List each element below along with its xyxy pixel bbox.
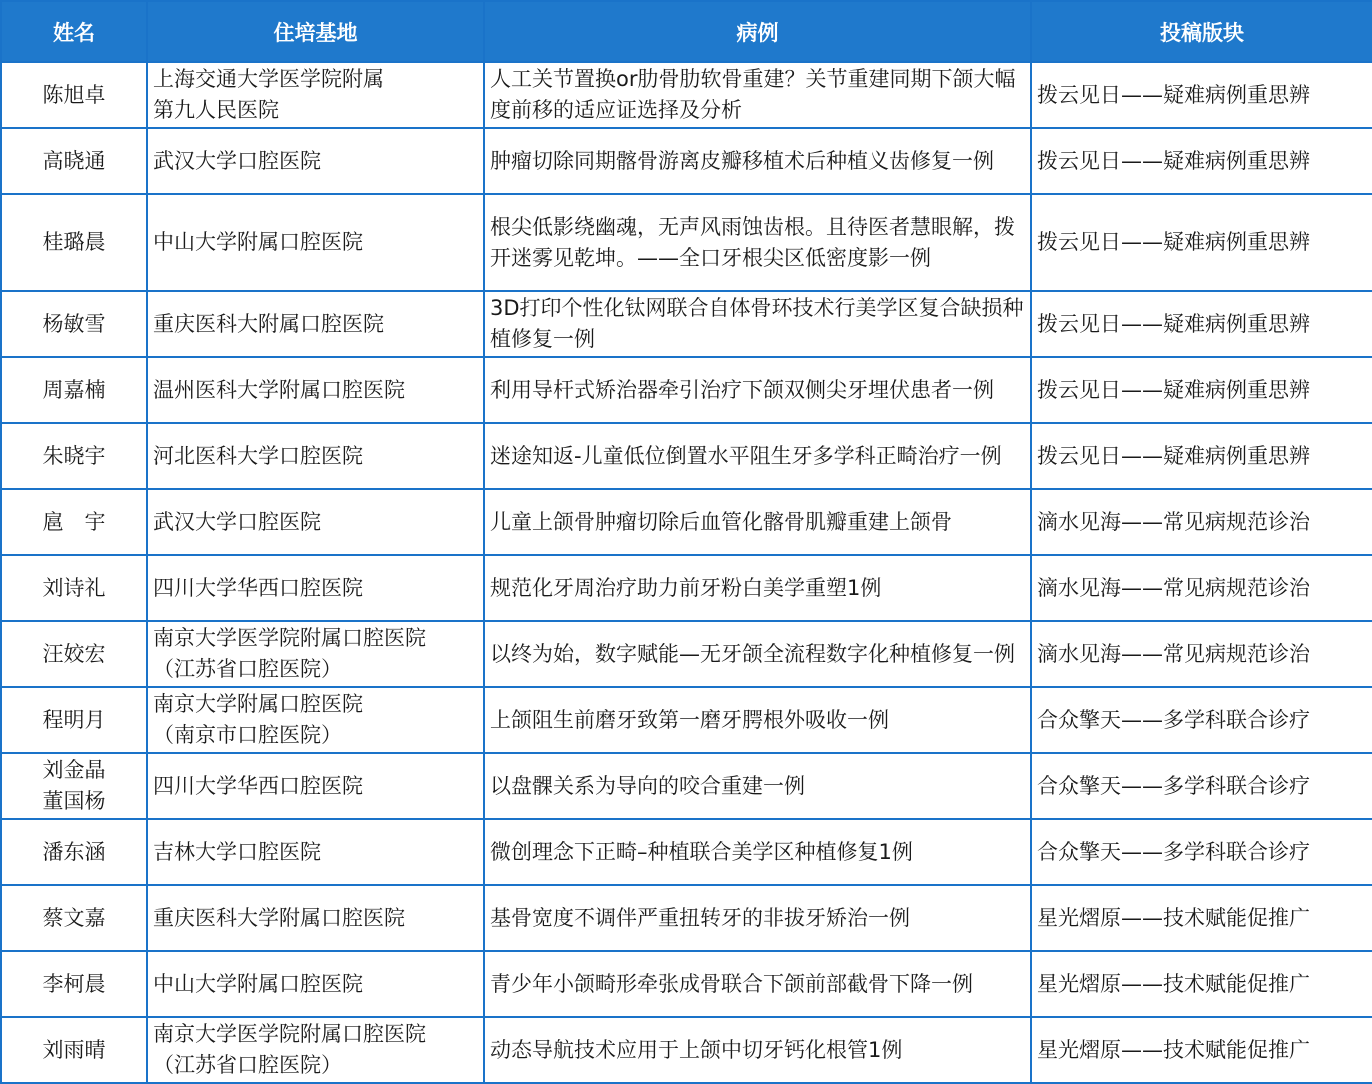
name-text: 高晓通 <box>42 148 106 173</box>
cell-case: 上颌阻生前磨牙致第一磨牙腭根外吸收一例 <box>484 687 1031 753</box>
base-text: （江苏省口腔医院） <box>153 657 342 681</box>
cell-name <box>1 128 147 194</box>
cell-track: 滴水见海——常见病规范诊治 <box>1031 489 1372 555</box>
cell-case: 以终为始，数字赋能—无牙颌全流程数字化种植修复一例 <box>484 621 1031 687</box>
cell-name <box>1 687 147 753</box>
base-text: 河北医科大学口腔医院 <box>153 443 363 468</box>
cell-track: 滴水见海——常见病规范诊治 <box>1031 621 1372 687</box>
base-text: 中山大学附属口腔医院 <box>153 971 363 996</box>
table-row <box>1 687 1372 753</box>
cell-track: 合众擎天——多学科联合诊疗 <box>1031 819 1372 885</box>
table-row <box>1 423 1372 489</box>
cell-name <box>1 885 147 951</box>
name-text: 潘东涵 <box>42 839 106 864</box>
cell-base <box>147 291 484 357</box>
cell-track: 星光熠原——技术赋能促推广 <box>1031 951 1372 1017</box>
header-row <box>1 1 1372 62</box>
cell-name <box>1 194 147 291</box>
cell-case: 儿童上颌骨肿瘤切除后血管化髂骨肌瓣重建上颌骨 <box>484 489 1031 555</box>
header-name: 姓名 <box>1 1 147 62</box>
name-text: 陈旭卓 <box>42 82 106 107</box>
cell-name <box>1 62 147 128</box>
base-text: 重庆医科大附属口腔医院 <box>153 311 384 336</box>
header-base: 住培基地 <box>147 1 484 62</box>
table-row <box>1 753 1372 819</box>
cell-name <box>1 489 147 555</box>
base-text: 温州医科大学附属口腔医院 <box>153 377 405 402</box>
name-text: 汪姣宏 <box>42 641 106 666</box>
base-text: 中山大学附属口腔医院 <box>153 230 363 254</box>
cell-base <box>147 128 484 194</box>
cell-case: 青少年小颌畸形牵张成骨联合下颌前部截骨下降一例 <box>484 951 1031 1017</box>
cell-base <box>147 1017 484 1083</box>
base-text: （南京市口腔医院） <box>153 723 342 747</box>
cell-base <box>147 819 484 885</box>
table-body <box>1 62 1372 1083</box>
base-text: 四川大学华西口腔医院 <box>153 575 363 600</box>
cell-case: 基骨宽度不调伴严重扭转牙的非拔牙矫治一例 <box>484 885 1031 951</box>
cell-name <box>1 291 147 357</box>
cell-case: 肿瘤切除同期髂骨游离皮瓣移植术后种植义齿修复一例 <box>484 128 1031 194</box>
cell-base <box>147 194 484 291</box>
cell-base <box>147 423 484 489</box>
base-text: 武汉大学口腔医院 <box>153 509 321 534</box>
table-row <box>1 194 1372 291</box>
table-row <box>1 291 1372 357</box>
cell-case: 利用导杆式矫治器牵引治疗下颌双侧尖牙埋伏患者一例 <box>484 357 1031 423</box>
name-text: 李柯晨 <box>42 971 106 996</box>
cell-track: 星光熠原——技术赋能促推广 <box>1031 885 1372 951</box>
cell-case: 3D打印个性化钛网联合自体骨环技术行美学区复合缺损种植修复一例 <box>484 291 1031 357</box>
cell-track: 拨云见日——疑难病例重思辨 <box>1031 128 1372 194</box>
cell-track: 拨云见日——疑难病例重思辨 <box>1031 194 1372 291</box>
base-text: 南京大学附属口腔医院 <box>153 692 363 716</box>
name-text: 周嘉楠 <box>42 377 106 402</box>
table-row <box>1 621 1372 687</box>
name-text: 杨敏雪 <box>42 311 106 336</box>
cell-name <box>1 555 147 621</box>
cell-case: 动态导航技术应用于上颌中切牙钙化根管1例 <box>484 1017 1031 1083</box>
base-text: 四川大学华西口腔医院 <box>153 773 363 798</box>
cell-name <box>1 819 147 885</box>
base-text: （江苏省口腔医院） <box>153 1053 342 1077</box>
header-track: 投稿版块 <box>1031 1 1372 62</box>
cell-case: 人工关节置换or肋骨肋软骨重建？关节重建同期下颌大幅度前移的适应证选择及分析 <box>484 62 1031 128</box>
table-row <box>1 885 1372 951</box>
table-row <box>1 951 1372 1017</box>
cell-base <box>147 62 484 128</box>
cell-track: 拨云见日——疑难病例重思辨 <box>1031 423 1372 489</box>
cell-case: 根尖低影绕幽魂，无声风雨蚀齿根。且待医者慧眼解，拨开迷雾见乾坤。——全口牙根尖区低密度影一例 <box>484 194 1031 291</box>
name-text: 朱晓宇 <box>42 443 106 468</box>
cell-track: 星光熠原——技术赋能促推广 <box>1031 1017 1372 1083</box>
table-row <box>1 1017 1372 1083</box>
cell-name <box>1 753 147 819</box>
base-text: 第九人民医院 <box>153 98 279 122</box>
cell-name <box>1 423 147 489</box>
table-row <box>1 357 1372 423</box>
cell-track: 合众擎天——多学科联合诊疗 <box>1031 753 1372 819</box>
cell-name <box>1 621 147 687</box>
cell-base <box>147 687 484 753</box>
name-text: 董国杨 <box>42 789 106 813</box>
table-row <box>1 62 1372 128</box>
name-text: 桂璐晨 <box>42 230 106 254</box>
cell-base <box>147 621 484 687</box>
base-text: 重庆医科大学附属口腔医院 <box>153 905 405 930</box>
cell-base <box>147 489 484 555</box>
cell-base <box>147 951 484 1017</box>
base-text: 武汉大学口腔医院 <box>153 148 321 173</box>
cell-track: 拨云见日——疑难病例重思辨 <box>1031 357 1372 423</box>
header-case: 病例 <box>484 1 1031 62</box>
cell-case: 规范化牙周治疗助力前牙粉白美学重塑1例 <box>484 555 1031 621</box>
cell-base <box>147 555 484 621</box>
cell-base <box>147 753 484 819</box>
cell-track: 拨云见日——疑难病例重思辨 <box>1031 62 1372 128</box>
cell-track: 拨云见日——疑难病例重思辨 <box>1031 291 1372 357</box>
cell-case: 以盘髁关系为导向的咬合重建一例 <box>484 753 1031 819</box>
name-text: 程明月 <box>42 707 106 732</box>
cell-base <box>147 357 484 423</box>
cell-base <box>147 885 484 951</box>
table-row <box>1 555 1372 621</box>
name-text: 刘诗礼 <box>42 575 106 600</box>
base-text: 上海交通大学医学院附属 <box>153 67 384 91</box>
base-text: 吉林大学口腔医院 <box>153 839 321 864</box>
table-row <box>1 489 1372 555</box>
cell-name <box>1 1017 147 1083</box>
table-row <box>1 128 1372 194</box>
cell-track: 滴水见海——常见病规范诊治 <box>1031 555 1372 621</box>
name-text: 蔡文嘉 <box>42 905 106 930</box>
name-text: 扈 宇 <box>42 509 106 534</box>
cell-track: 合众擎天——多学科联合诊疗 <box>1031 687 1372 753</box>
cell-name <box>1 951 147 1017</box>
base-text: 南京大学医学院附属口腔医院 <box>153 1022 426 1046</box>
cell-name <box>1 357 147 423</box>
name-text: 刘金晶 <box>42 758 106 782</box>
cell-case: 迷途知返-儿童低位倒置水平阻生牙多学科正畸治疗一例 <box>484 423 1031 489</box>
table-row <box>1 819 1372 885</box>
base-text: 南京大学医学院附属口腔医院 <box>153 626 426 650</box>
name-text: 刘雨晴 <box>42 1037 106 1062</box>
cell-case: 微创理念下正畸–种植联合美学区种植修复1例 <box>484 819 1031 885</box>
